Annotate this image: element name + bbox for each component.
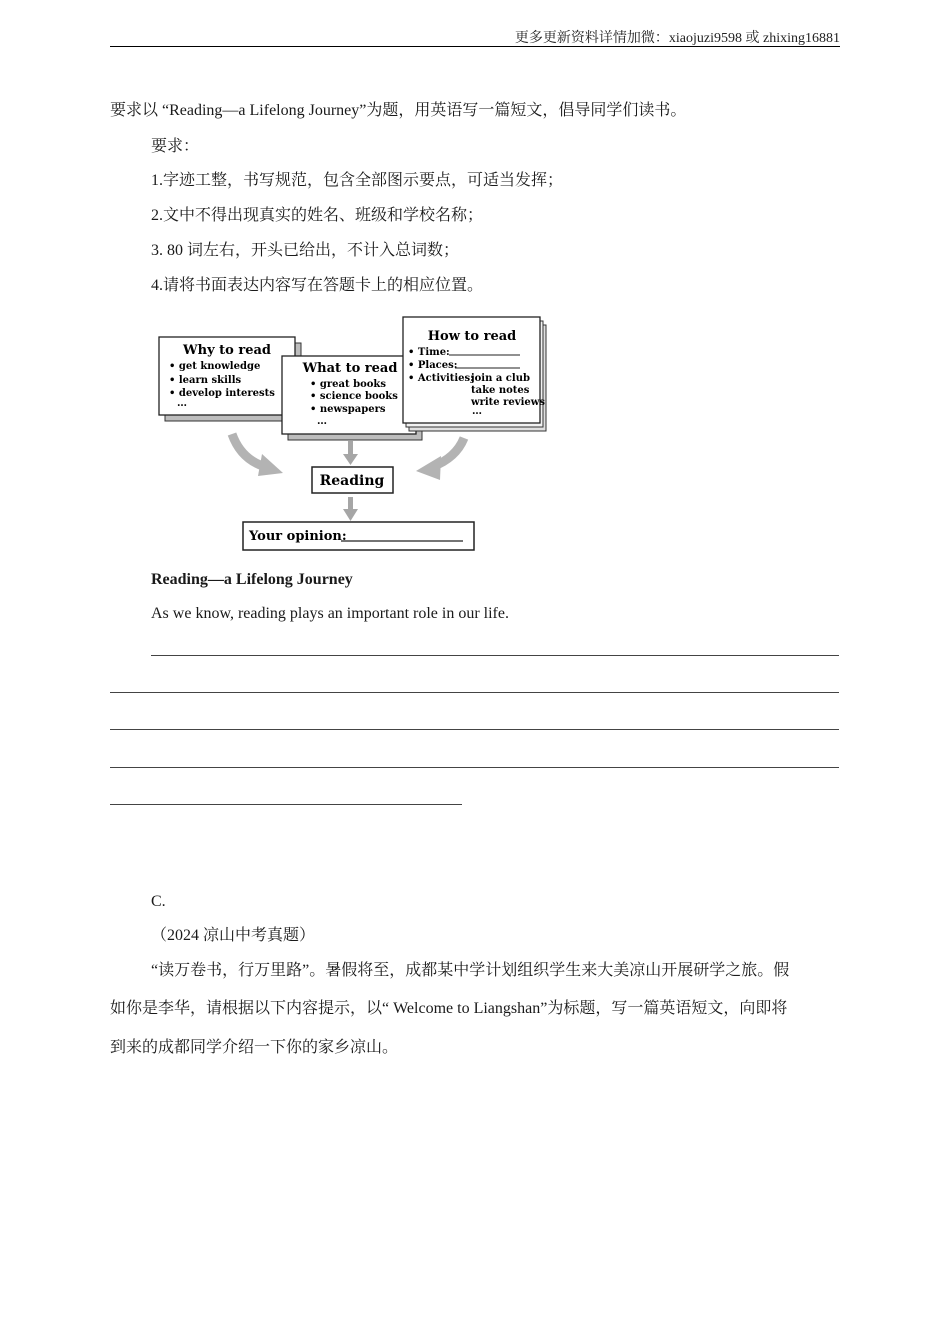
why-item: • learn skills	[169, 375, 242, 386]
answer-line	[110, 692, 839, 693]
answer-line	[110, 804, 462, 805]
reading-label: Reading	[319, 473, 385, 489]
requirement-3: 3. 80 词左右，开头已给出，不计入总词数；	[151, 242, 460, 259]
section-c-line: “读万卷书，行万里路”。暑假将至，成都某中学计划组织学生来大美凉山开展研学之旅。假	[151, 962, 790, 979]
what-item: • science books	[310, 391, 398, 402]
answer-line	[110, 729, 839, 730]
requirement-2: 2.文中不得出现真实的姓名、班级和学校名称；	[151, 207, 484, 224]
section-c-label: C.	[151, 893, 166, 910]
section-c-line: 如你是李华，请根据以下内容提示，以“ Welcome to Liangshan”为标题，写一篇英语短文，向即将	[110, 1000, 788, 1017]
how-time: • Time:	[408, 347, 450, 358]
why-item: …	[177, 398, 187, 409]
header-rule	[110, 46, 840, 47]
section-c-line: 到来的成都同学介绍一下你的家乡凉山。	[110, 1039, 399, 1056]
how-activities: • Activities:	[408, 373, 474, 384]
section-c-source: （2024 凉山中考真题）	[151, 927, 316, 944]
down-arrow-head	[343, 454, 358, 465]
how-activity-item: write reviews	[471, 397, 545, 408]
requirements-label: 要求：	[151, 138, 200, 155]
what-item: • newspapers	[310, 404, 386, 415]
header-contact: 更多更新资料详情加微：xiaojuzi9598 或 zhixing16881	[514, 31, 840, 46]
requirement-4: 4.请将书面表达内容写在答题卡上的相应位置。	[151, 277, 484, 294]
task-intro: 要求以 “Reading—a Lifelong Journey”为题，用英语写一篇短文，倡导同学们读书。	[110, 102, 687, 119]
essay-opening: As we know, reading plays an important role in our life.	[151, 605, 509, 622]
answer-line	[151, 655, 839, 656]
left-arrow-head	[258, 454, 283, 476]
down-arrow-shaft	[348, 497, 353, 511]
down-arrow-shaft	[348, 441, 353, 456]
opinion-label: Your opinion:	[249, 529, 347, 544]
reading-mind-map	[150, 310, 570, 560]
how-title: How to read	[427, 329, 517, 344]
why-item: • develop interests	[169, 388, 275, 399]
right-arrow-head	[416, 456, 441, 480]
answer-line	[110, 767, 839, 768]
what-item: • great books	[310, 379, 386, 390]
why-title: Why to read	[183, 343, 271, 358]
why-item: • get knowledge	[169, 361, 261, 372]
how-activity-item: take notes	[471, 385, 530, 396]
what-title: What to read	[302, 361, 398, 376]
down-arrow-head	[343, 509, 358, 521]
how-places: • Places:	[408, 360, 458, 371]
how-activity-item: join a club	[471, 373, 530, 384]
what-item: …	[317, 416, 327, 427]
requirement-1: 1.字迹工整，书写规范，包含全部图示要点，可适当发挥；	[151, 172, 564, 189]
essay-title: Reading—a Lifelong Journey	[151, 571, 353, 588]
how-activity-item: …	[472, 406, 482, 417]
